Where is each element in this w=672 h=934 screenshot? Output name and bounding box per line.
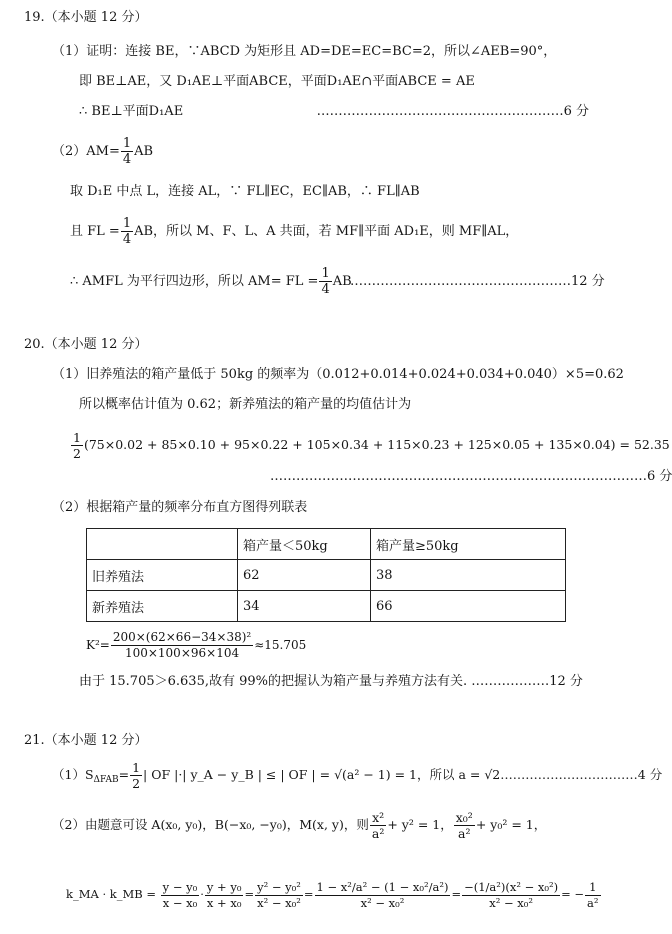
q19-part2-line3: 且 FL = $\frac{1}{4}$ AB，所以 M、F、L、A 共面，若 MF∥平面 AD₁E，则 MF∥AL，: [70, 216, 519, 247]
q19-part2-ab: AB: [134, 144, 154, 159]
chi-square-fraction: $\frac{\text{200×(62×66−34×38)²}}{100\times 100\times 96\times 104}$: [112, 630, 252, 660]
slope-fraction: $\frac{\text{y − y₀}}{\text{x − x₀}}$: [162, 879, 198, 910]
slope-fraction: $\frac{1}{\text{a²}}$: [587, 879, 599, 910]
fraction-one-quarter: $\frac{1}{4}$: [122, 216, 132, 247]
ellipse-fraction: $\frac{\text{x²}}{\text{a²}}$: [371, 810, 385, 841]
table-header-cell: [87, 529, 238, 560]
q20-conclusion: 由于 15.705＞6.635,故有 99%的把握认为箱产量与养殖方法有关. ………………12 分: [79, 674, 583, 689]
q19-part1-line2: 即 BE⊥AE，又 D₁AE⊥平面ABCE，平面D₁AE∩平面ABCE = AE: [79, 74, 475, 89]
table-row: [87, 560, 566, 591]
q21-slope-product: k_MA · k_MB = $\frac{\text{y − y₀}}{\text{x − x₀}}$ · $\frac{\text{y + y₀}}{\text{x + x₀}}$ = $\frac{\text{y² − y₀²}}{\text{x² − x₀²}}$ = $\frac{\text{1 − x²/a² − (1 − x₀²/a²)}}{\text{x² − x₀²}}$ = $\frac{\text{−(1/a²)(x² − x₀²)}}{\text{x² − x₀²}}$ = − $\frac{1}{\text{a²}}$: [66, 879, 599, 910]
table-cell: 新养殖法: [87, 591, 238, 622]
slope-fraction: $\frac{\text{1 − x²/a² − (1 − x₀²/a²)}}{\text{x² − x₀²}}$: [316, 879, 449, 910]
q20-part1-line1: （1）旧养殖法的箱产量低于 50kg 的频率为（0.012+0.014+0.024+0.034+0.040）×5=0.62: [52, 367, 624, 382]
chi-square-formula: K²= $\frac{\text{200×(62×66−34×38)²}}{100\times 100\times 96\times 104}$ ≈15.705: [86, 630, 307, 660]
q20-part1-score: ……………………………………………………………………………6 分: [270, 469, 672, 484]
contingency-table: [86, 528, 566, 622]
slope-fraction: $\frac{\text{y² − y₀²}}{\text{x² − x₀²}}$: [257, 879, 301, 910]
q19-part1-line3: ∴ BE⊥平面D₁AE: [79, 104, 184, 119]
table-cell: 38: [371, 560, 566, 591]
slope-fraction: $\frac{\text{y + y₀}}{\text{x + x₀}}$: [206, 879, 242, 910]
q21-part2-line1: （2）由题意可设 A(x₀, y₀)，B(−x₀, −y₀)，M(x, y)，则 $\frac{\text{x²}}{\text{a²}}$ + y² = 1， $\frac{\text{x₀²}}{\text{a²}}$ + y₀² = 1，: [52, 810, 547, 841]
table-cell: 66: [371, 591, 566, 622]
table-cell: 34: [238, 591, 371, 622]
q19-heading: 19.（本小题 12 分）: [24, 10, 148, 25]
q20-mean-estimate: $\frac{1}{2}$ (75×0.02 + 85×0.10 + 95×0.22 + 105×0.34 + 115×0.23 + 125×0.05 + 135×0.04) = 52.35: [73, 430, 670, 461]
ellipse-fraction: $\frac{\text{x₀²}}{\text{a²}}$: [455, 810, 473, 841]
fraction-one-quarter: $\frac{1}{4}$: [122, 136, 132, 167]
q19-part2-answer: [52, 132, 153, 172]
q20-heading: 20.（本小题 12 分）: [24, 337, 148, 352]
table-header-row: [87, 529, 566, 560]
q19-part1-score: …………………………………………………6 分: [316, 104, 589, 119]
table-cell: 旧养殖法: [87, 560, 238, 591]
q20-part1-line2: 所以概率估计值为 0.62；新养殖法的箱产量的均值估计为: [79, 397, 412, 412]
fraction-one-quarter: $\frac{1}{4}$: [321, 266, 330, 297]
table-header-cell: 箱产量≥50kg: [371, 529, 566, 560]
q21-heading: 21.（本小题 12 分）: [24, 733, 148, 748]
q21-part1-area: $(1)S_{\Delta FAB}=$ $\frac{1}{2}$ | OF |·| y_A − y_B | ≤ | OF | = √(a² − 1) = 1，所以 a = √2……………………………4 分: [52, 760, 663, 791]
table-row: [87, 591, 566, 622]
q19-part1-line1: （1）证明：连接 BE，∵ABCD 为矩形且 AD=DE=EC=BC=2，所以∠AEB=90°，: [52, 44, 557, 59]
q20-part2-line1: （2）根据箱产量的频率分布直方图得列联表: [52, 500, 308, 515]
q19-part2-line2: 取 D₁E 中点 L，连接 AL，∵ FL∥EC，EC∥AB，∴ FL∥AB: [70, 184, 420, 199]
q19-part2-score: ……………………………………………12 分: [350, 274, 605, 289]
fraction-one-half: $\frac{1}{2}$: [73, 430, 81, 461]
fraction-one-half: $\frac{1}{2}$: [132, 760, 141, 791]
q19-part2-label: （2）AM=: [52, 144, 120, 159]
table-cell: 62: [238, 560, 371, 591]
table-header-cell: 箱产量＜50kg: [238, 529, 371, 560]
slope-fraction: $\frac{\text{−(1/a²)(x² − x₀²)}}{\text{x² − x₀²}}$: [464, 879, 559, 910]
q19-part2-line4: ∴ AMFL 为平行四边形，所以 AM= FL = $\frac{1}{4}$ AB: [70, 266, 352, 297]
